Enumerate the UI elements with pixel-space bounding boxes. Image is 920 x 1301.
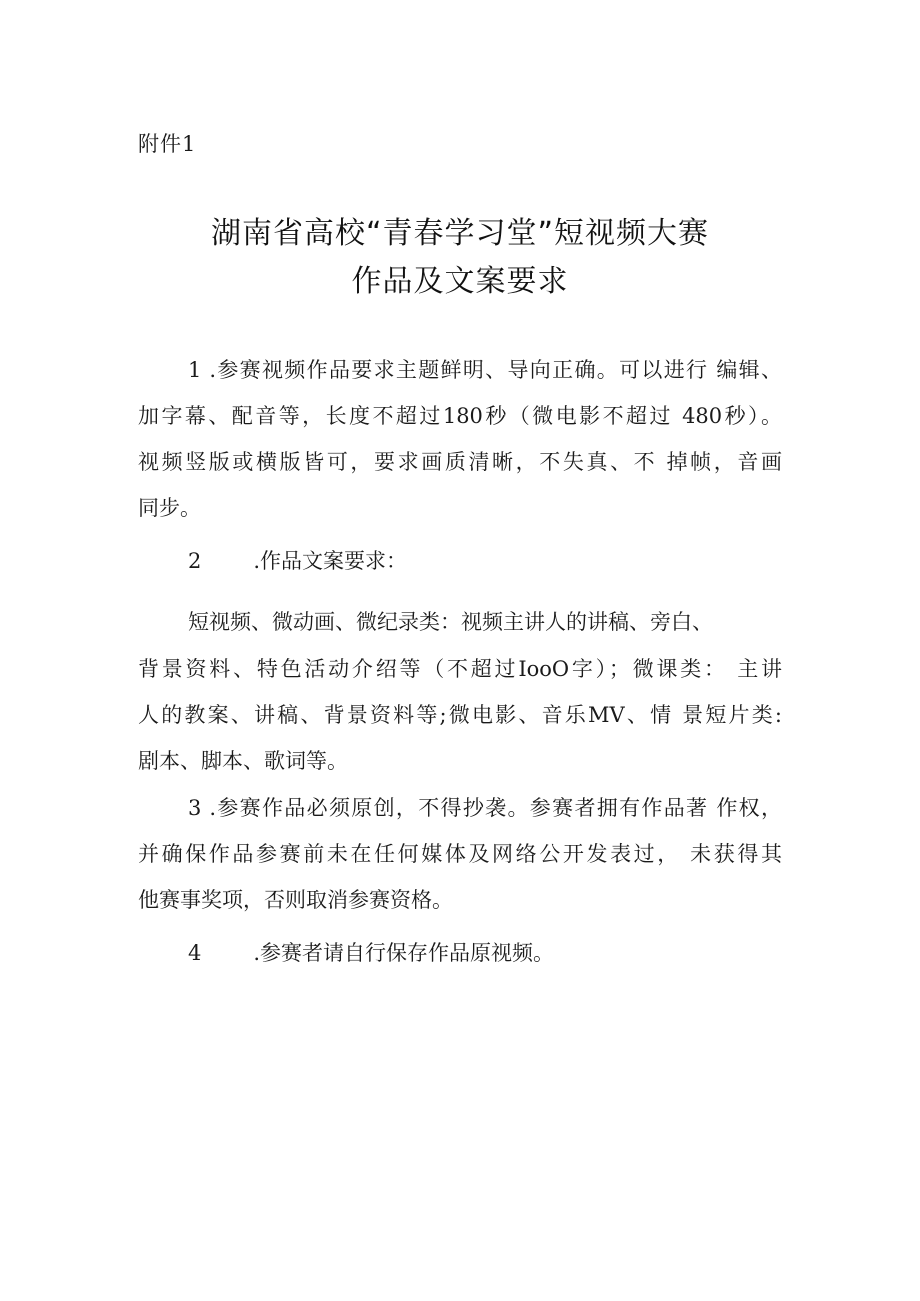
paragraph-3-line-1: 3 .参赛作品必须原创，不得抄袭。参赛者拥有作品著 作权， (188, 796, 782, 820)
attachment-label: 附件1 (138, 132, 197, 156)
paragraph-2-number: 2 (188, 549, 202, 573)
paragraph-3-line-3: 他赛事奖项，否则取消参赛资格。 (138, 888, 453, 912)
document-title-line1: 湖南省高校“青春学习堂”短视频大赛 (210, 216, 710, 251)
paragraph-4-text: .参赛者请自行保存作品原视频。 (253, 941, 555, 965)
paragraph-2-detail-line-4: 剧本、脚本、歌词等。 (138, 749, 348, 773)
paragraph-2-detail-line-3: 人的教案、讲稿、背景资料等;微电影、音乐MV、情 景短片类: (138, 703, 782, 727)
document-title-line2: 作品及文案要求 (351, 264, 569, 299)
paragraph-2-text: .作品文案要求： (253, 549, 408, 573)
paragraph-3-line-2: 并确保作品参赛前未在任何媒体及网络公开发表过， 未获得其 (138, 842, 782, 866)
paragraph-2-detail-line-1: 短视频、微动画、微纪录类：视频主讲人的讲稿、旁白、 (188, 610, 713, 634)
paragraph-4 (188, 938, 832, 968)
paragraph-2-detail-line-2: 背景资料、特色活动介绍等（不超过IooO字）；微课类： 主讲 (138, 657, 782, 681)
paragraph-1-line-1: 1 .参赛视频作品要求主题鲜明、导向正确。可以进行 编辑、 (188, 358, 782, 382)
paragraph-4-number: 4 (188, 941, 202, 965)
paragraph-1-line-3: 视频竖版或横版皆可，要求画质清晰，不失真、不 掉帧，音画 (138, 450, 782, 474)
paragraph-2-heading (188, 546, 832, 576)
paragraph-1-line-2: 加字幕、配音等，长度不超过180秒（微电影不超过 480秒）。 (138, 404, 782, 428)
paragraph-1-line-4: 同步。 (138, 496, 201, 520)
